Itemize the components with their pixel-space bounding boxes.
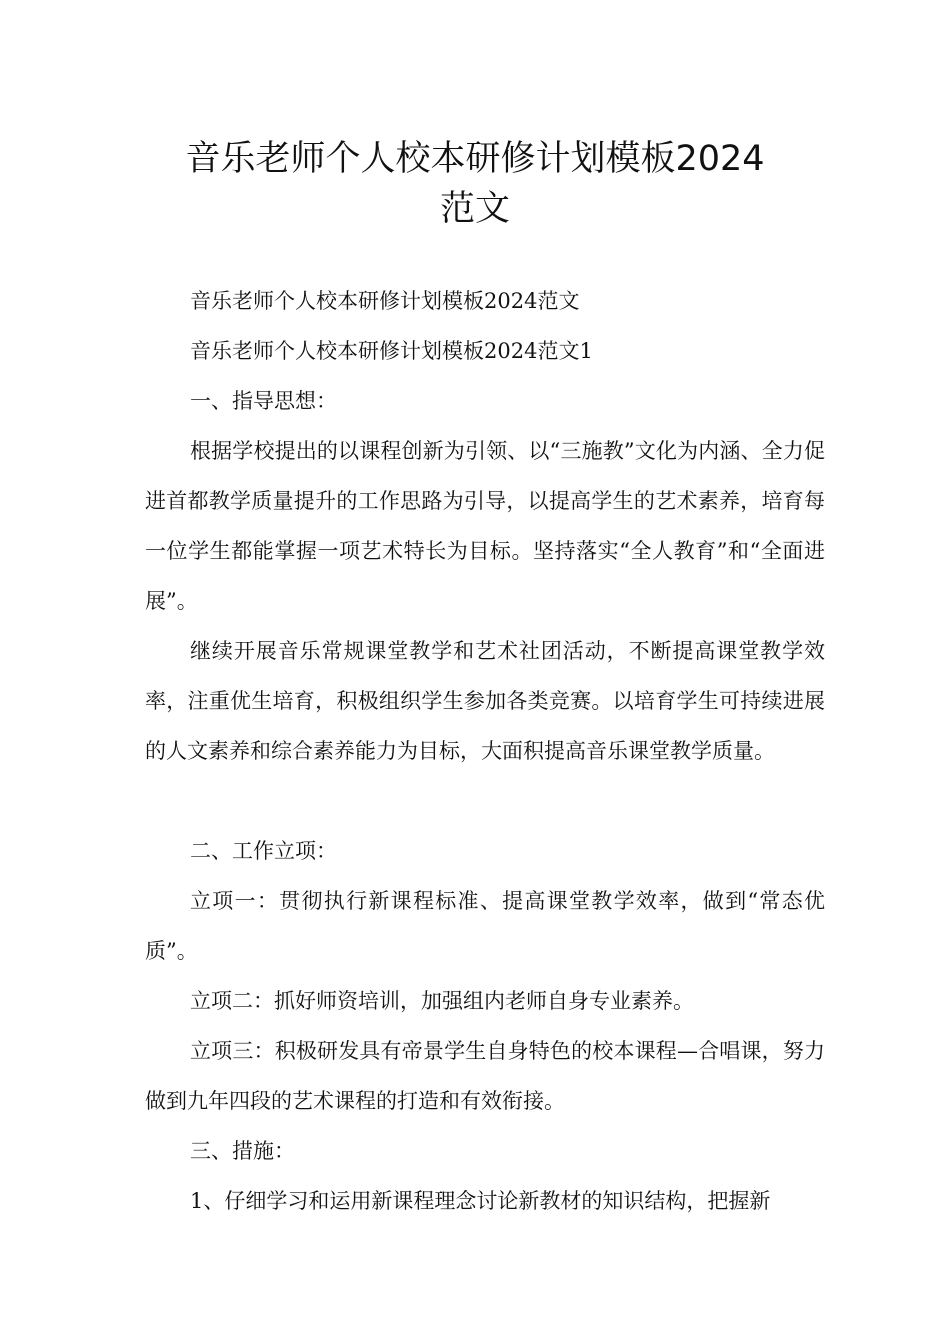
section-heading-measures: 三、措施： [190,1139,295,1163]
paragraph-measure-one: 1、仔细学习和运用新课程理念讨论新教材的知识结构，把握新 [190,1189,771,1213]
paragraph-continue-development: 继续开展音乐常规课堂教学和艺术社团活动，不断提高课堂教学效率，注重优生培育，积极组织学生参加各类竞赛。以培育学生可持续进展的人文素养和综合素养能力为目标，大面积提高音乐课堂教学质量。 [145,639,825,763]
paragraph-item-three: 立项三：积极研发具有帝景学生自身特色的校本课程—合唱课，努力做到九年四段的艺术课程的打造和有效衔接。 [145,1039,825,1113]
subtitle-paragraph: 音乐老师个人校本研修计划模板2024范文 [190,289,580,313]
paragraph-item-one: 立项一：贯彻执行新课程标准、提高课堂教学效率，做到“常态优质”。 [145,889,825,963]
document-title-line-2: 范文 [439,189,510,229]
document-title-line-1: 音乐老师个人校本研修计划模板2024 [185,139,765,179]
paragraph-guiding-thought: 根据学校提出的以课程创新为引领、以“三施教”文化为内涵、全力促进首都教学质量提升的工作思路为引导，以提高学生的艺术素养，培育每一位学生都能掌握一项艺术特长为目标。坚持落实“全人教育”和“全面进展”。 [145,439,825,613]
paragraph-item-two: 立项二：抓好师资培训，加强组内老师自身专业素养。 [190,989,694,1013]
section-heading-work-items: 二、工作立项： [190,839,337,863]
section-heading-guiding-thought: 一、指导思想： [190,389,337,413]
template-number-paragraph: 音乐老师个人校本研修计划模板2024范文1 [190,339,593,363]
